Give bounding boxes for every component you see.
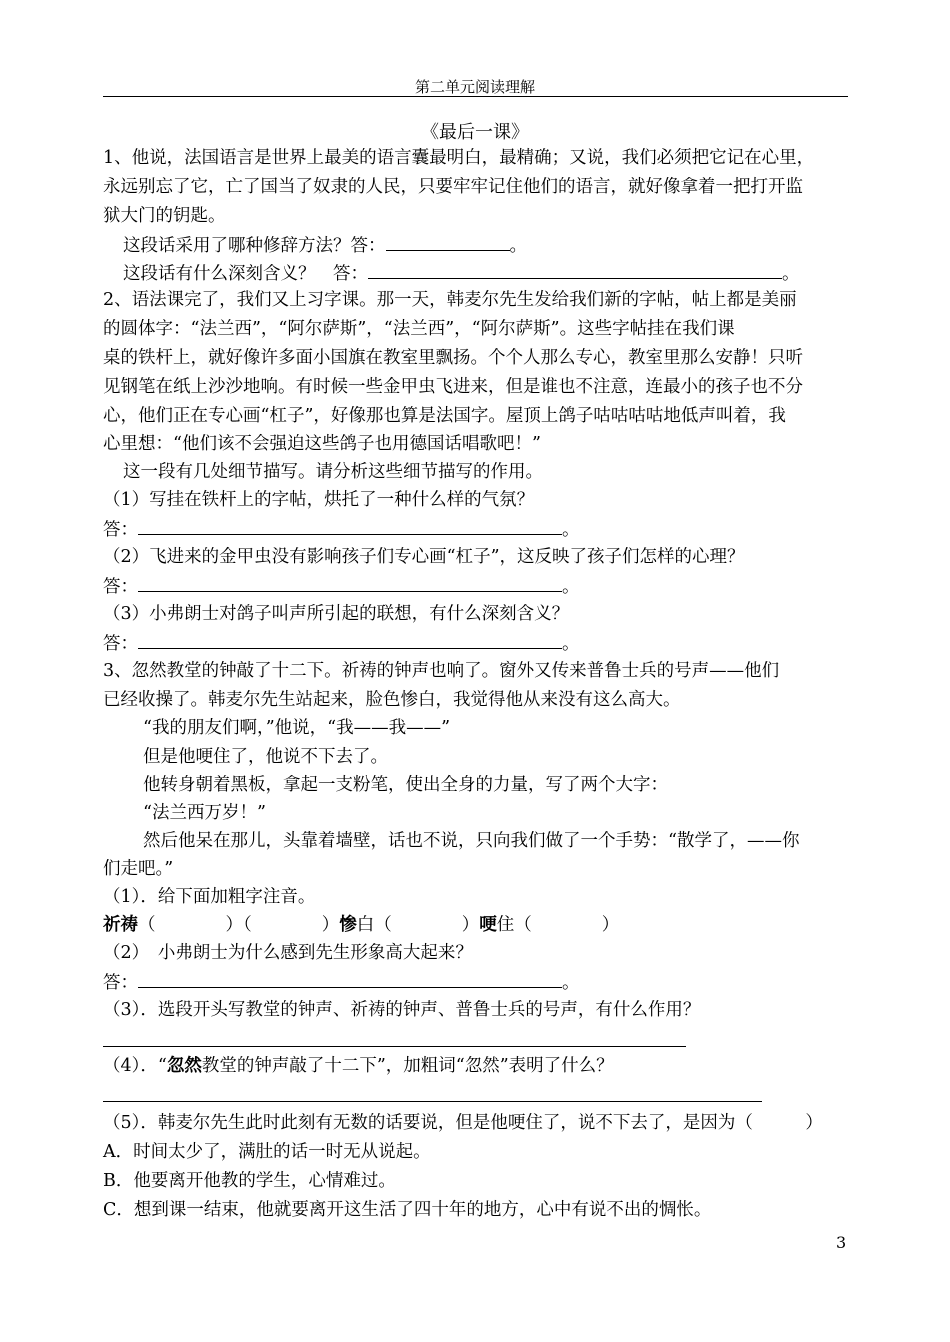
sub4-rest: 教堂的钟声敲了十二下”，加粗词“忽然”表明了什么？	[201, 1056, 614, 1076]
q3-sub4	[103, 1054, 614, 1078]
q2-answer3	[103, 630, 580, 656]
q1-text-line: 狱大门的钥匙。	[103, 206, 226, 226]
q1-question-a	[123, 232, 527, 258]
q3-dialogue-line: 然后他呆在那儿，头靠着墙壁，话也不说，只向我们做了一个手势：“散学了，——你	[143, 831, 800, 851]
answer-line[interactable]	[103, 1101, 762, 1102]
answer-blank[interactable]	[386, 232, 510, 251]
answer-label: 答：	[103, 520, 138, 540]
q1-question-b	[123, 260, 800, 286]
bold-word: 祈祷	[103, 915, 138, 935]
q3-dialogue-end: 们走吧。”	[103, 859, 174, 879]
word-rest: 白	[356, 915, 375, 935]
q2-sub3: （3）小弗朗士对鸽子叫声所引起的联想，有什么深刻含义？	[103, 604, 570, 624]
page-number: 3	[836, 1233, 847, 1252]
q2-answer1	[103, 516, 580, 542]
q3-dialogue-line: 但是他哽住了，他说不下去了。	[143, 747, 388, 767]
q3-dialogue-line: 他转身朝着黑板，拿起一支粉笔，使出全身的力量，写了两个大字：	[143, 775, 668, 795]
answer-label: 答：	[103, 973, 138, 993]
answer-blank[interactable]	[138, 630, 562, 649]
period: 。	[562, 634, 580, 654]
q3-answer2	[103, 969, 580, 995]
q2-sub2: （2）飞进来的金甲虫没有影响孩子们专心画“杠子”，这反映了孩子们怎样的心理？	[103, 547, 745, 567]
document-title: 《最后一课》	[421, 122, 529, 143]
pinyin-blank[interactable]: （ ）	[514, 915, 620, 935]
page-header: 第二单元阅读理解	[414, 78, 535, 96]
pinyin-blank[interactable]: （ ）	[243, 915, 340, 935]
q3-sub5: （5）．韩麦尔先生此时此刻有无数的话要说，但是他哽住了，说不下去了，是因为（ ）	[103, 1113, 823, 1133]
pinyin-blank[interactable]: （ ）	[374, 915, 480, 935]
q2-text-line: 的圆体字：“法兰西”，“阿尔萨斯”，“法兰西”，“阿尔萨斯”。这些字帖挂在我们课	[103, 319, 735, 339]
answer-line[interactable]	[103, 1046, 686, 1047]
pinyin-blank[interactable]: （ ）	[138, 915, 243, 935]
period: 。	[562, 577, 580, 597]
q3-text-line: 3、忽然教堂的钟敲了十二下。祈祷的钟声也响了。窗外又传来普鲁士兵的号声——他们	[103, 661, 780, 681]
word-rest: 住	[496, 915, 515, 935]
q2-text-line: 心里想：“他们该不会强迫这些鸽子也用德国话唱歌吧！”	[103, 434, 541, 454]
q1-text-line: 永远别忘了它，亡了国当了奴隶的人民，只要牢牢记住他们的语言，就好像拿着一把打开监	[103, 177, 803, 197]
header-rule	[103, 96, 848, 97]
answer-blank[interactable]	[138, 516, 562, 535]
bold-word: 忽然	[166, 1056, 202, 1076]
q2-text-line: 心，他们正在专心画“杠子”，好像那也算是法国字。屋顶上鸽子咕咕咕咕地低声叫着，我	[103, 406, 786, 426]
period: 。	[509, 236, 527, 256]
q2-text-line: 见钢笔在纸上沙沙地响。有时候一些金甲虫飞进来，但是谁也不注意，连最小的孩子也不分	[103, 377, 803, 397]
answer-blank[interactable]	[138, 969, 562, 988]
q3-option-a: A．时间太少了，满肚的话一时无从说起。	[103, 1142, 431, 1162]
q1-question-b-text: 这段话有什么深刻含义？ 答：	[123, 264, 368, 284]
q3-option-c: C．想到课一结束，他就要离开这生活了四十年的地方，心中有说不出的惆怅。	[103, 1200, 712, 1220]
answer-blank[interactable]	[368, 260, 782, 279]
q3-sub1: （1）．给下面加粗字注音。	[103, 887, 316, 907]
answer-label: 答：	[103, 577, 138, 597]
q1-question-a-text: 这段话采用了哪种修辞方法？答：	[123, 236, 386, 256]
q3-option-b: B．他要离开他教的学生，心情难过。	[103, 1171, 396, 1191]
answer-label: 答：	[103, 634, 138, 654]
q2-answer2	[103, 573, 580, 599]
sub4-prefix: （4）．“	[103, 1056, 167, 1076]
q3-dialogue-line: “法兰西万岁！”	[143, 803, 266, 823]
q3-pinyin-row	[103, 913, 619, 937]
period: 。	[562, 520, 580, 540]
bold-word: 哽	[479, 915, 497, 935]
q2-sub1: （1）写挂在铁杆上的字帖，烘托了一种什么样的气氛？	[103, 490, 535, 510]
q3-sub3: （3）．选段开头写教堂的钟声、祈祷的钟声、普鲁士兵的号声，有什么作用？	[103, 1000, 701, 1020]
q2-text-line: 桌的铁杆上，就好像许多面小国旗在教室里飘扬。个个人那么专心，教室里那么安静！只听	[103, 348, 803, 368]
period: 。	[782, 264, 800, 284]
q1-text-line: 1、他说，法国语言是世界上最美的语言囊最明白，最精确；又说，我们必须把它记在心里，	[103, 148, 815, 168]
period: 。	[562, 973, 580, 993]
q3-dialogue-line: “我的朋友们啊，”他说，“我——我——”	[143, 718, 451, 738]
q3-text-line: 已经收操了。韩麦尔先生站起来，脸色惨白，我觉得他从来没有这么高大。	[103, 690, 681, 710]
answer-blank[interactable]	[138, 573, 562, 592]
q3-sub2: （2） 小弗朗士为什么感到先生形象高大起来？	[103, 943, 473, 963]
q2-intro: 这一段有几处细节描写。请分析这些细节描写的作用。	[123, 462, 543, 482]
bold-word: 惨	[339, 915, 357, 935]
q2-text-line: 2、语法课完了，我们又上习字课。那一天，韩麦尔先生发给我们新的字帖，帖上都是美丽	[103, 290, 797, 310]
